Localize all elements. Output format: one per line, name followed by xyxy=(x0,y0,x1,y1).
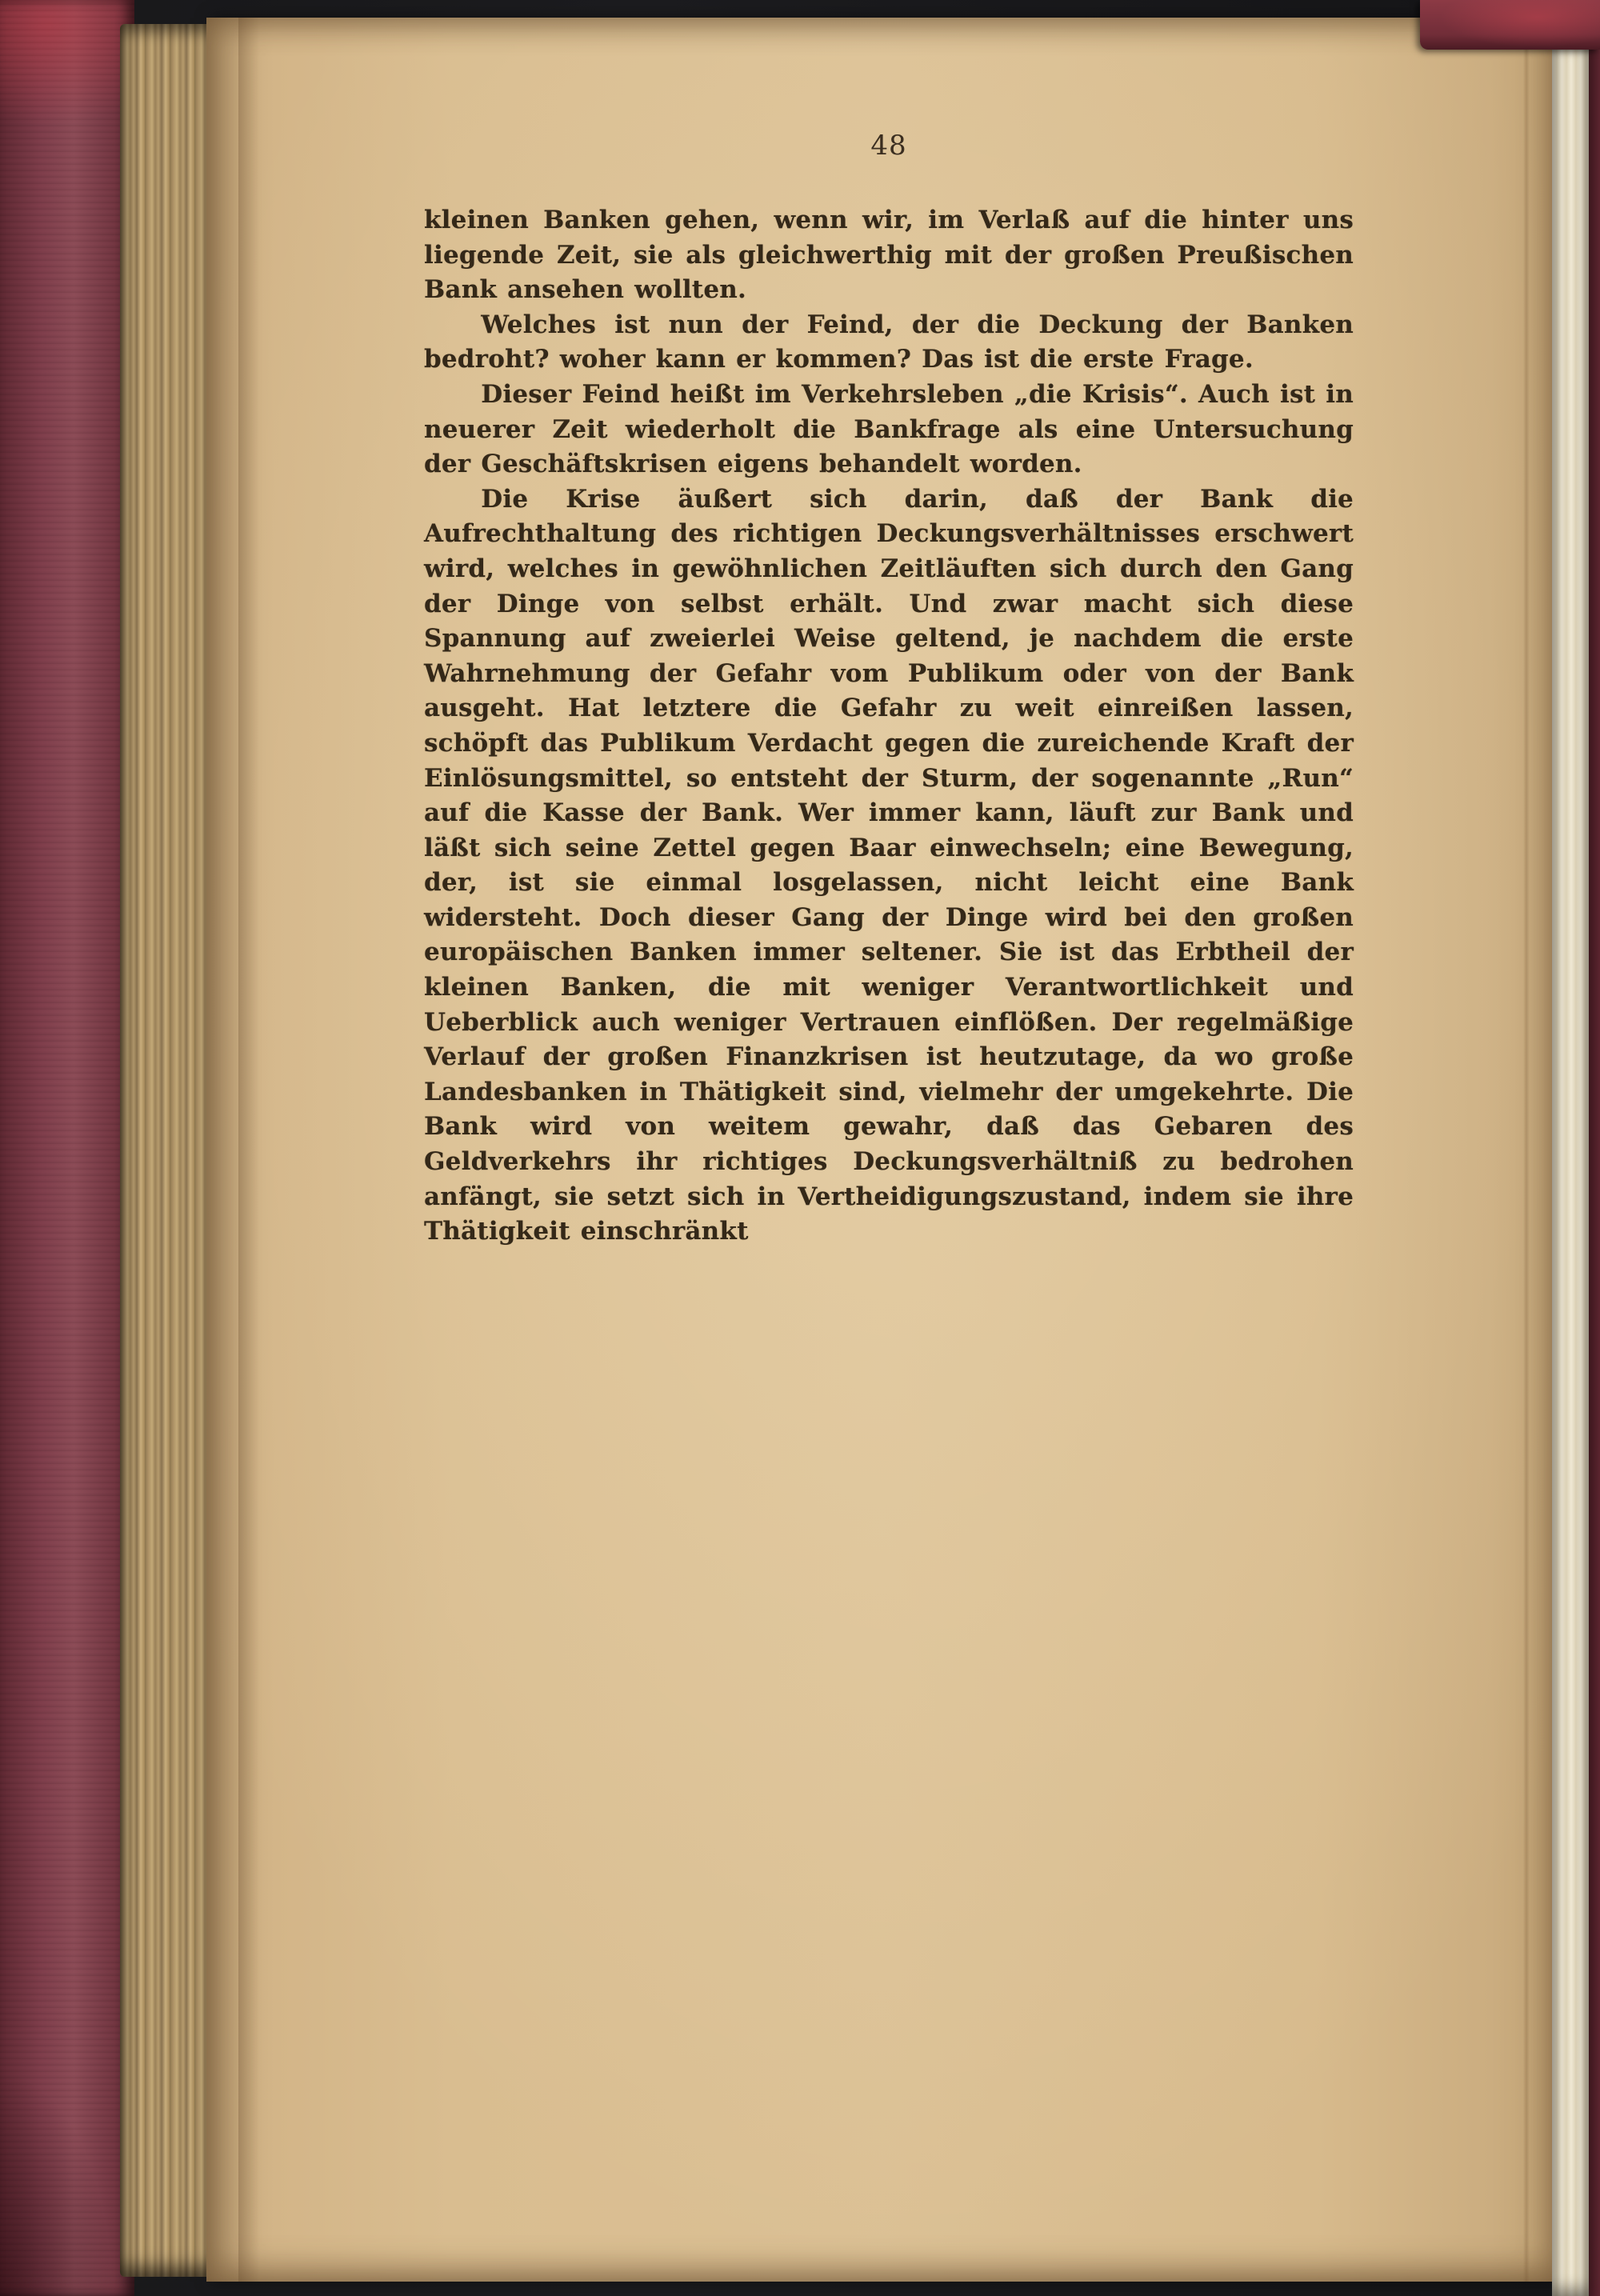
paragraph: Dieser Feind heißt im Verkehrsleben „die Krisis“. Auch ist in neuerer Zeit wiederholt die Bankfrage als eine Untersuchung der Geschäftskrisen eigens behandelt worden. xyxy=(424,379,1354,479)
fore-edge-crease xyxy=(1523,18,1530,2282)
book-cover-right xyxy=(1589,0,1600,2296)
gutter-crease xyxy=(238,18,259,2282)
book-page xyxy=(206,18,1558,2282)
page-content xyxy=(424,130,1354,1250)
next-page-edge xyxy=(1552,42,1589,2296)
body-text xyxy=(424,203,1354,1250)
page-number: 48 xyxy=(870,130,907,162)
book-cover-top-right-corner xyxy=(1420,0,1600,50)
paragraph: kleinen Banken gehen, wenn wir, im Verlaß auf die hinter uns liegende Zeit, sie als gleichwerthig mit der großen Preußischen Bank ansehen wollten. xyxy=(424,206,1354,305)
paragraph: Welches ist nun der Feind, der die Deckung der Banken bedroht? woher kann er kommen? Das ist die erste Frage. xyxy=(424,310,1354,374)
book-cover-left xyxy=(0,0,134,2296)
paragraph: Die Krise äußert sich darin, daß der Bank die Aufrechthaltung des richtigen Deckungsverhältnisses erschwert wird, welches in gewöhnlichen Zeitläuften sich durch den Gang der Dinge von selbst erhält. Und zwar macht sich diese Spannung auf zweierlei Weise geltend, je nachdem die erste Wahrnehmung der Gefahr vom Publikum oder von der Bank ausgeht. Hat letztere die Gefahr zu weit einreißen lassen, schöpft das Publikum Verdacht gegen die zureichende Kraft der Einlösungsmittel, so entsteht der Sturm, der sogenannte „Run“ auf die Kasse der Bank. Wer immer kann, läuft zur Bank und läßt sich seine Zettel gegen Baar einwechseln; eine Bewegung, der, ist sie einmal losgelassen, nicht leicht eine Bank widersteht. Doch dieser Gang der Dinge wird bei den großen europäischen Banken immer seltener. Sie ist das Erbtheil der kleinen Banken, die mit weniger Verantwortlichkeit und Ueberblick auch weniger Vertrauen einflößen. Der regelmäßige Verlauf der großen Finanzkrisen ist heutzutage, da wo große Landesbanken in Thätigkeit sind, vielmehr der umgekehrte. Die Bank wird von weitem gewahr, daß das Gebaren des Geldverkehrs ihr richtiges Deckungsverhältniß zu bedrohen anfängt, sie setzt sich in Vertheidigungszustand, indem sie ihre Thätigkeit einschränkt xyxy=(424,484,1354,1246)
